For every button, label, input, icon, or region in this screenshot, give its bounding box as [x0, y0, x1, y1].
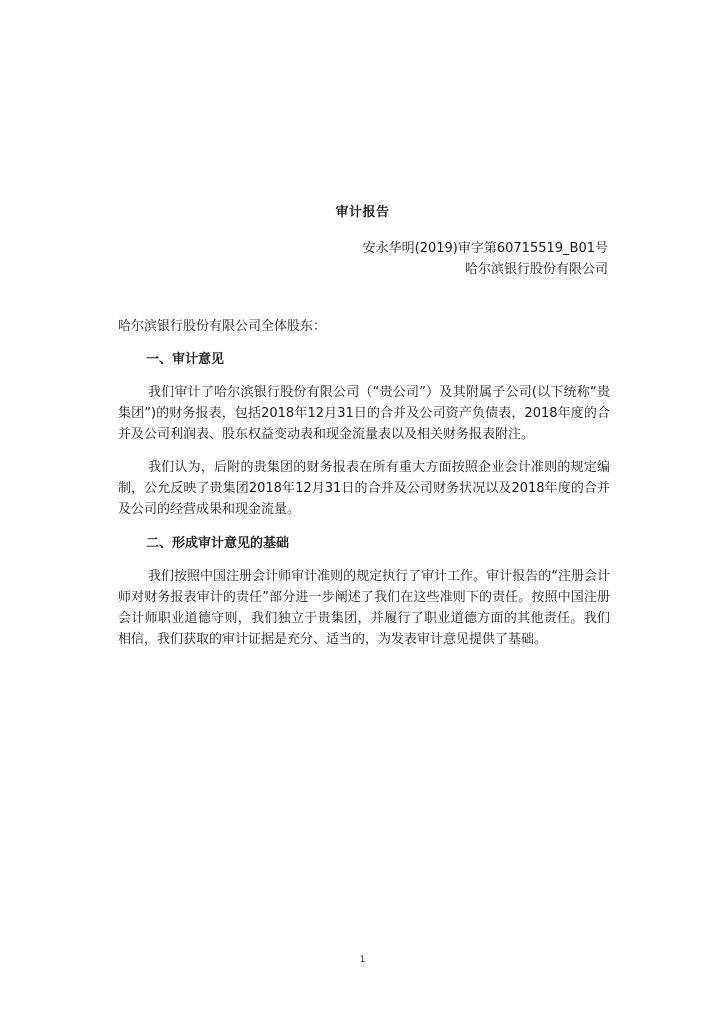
- section-heading-basis: 二、形成审计意见的基础: [146, 536, 290, 551]
- opinion-paragraph-1: 我们审计了哈尔滨银行股份有限公司（“贵公司”）及其附属子公司(以下统称“贵集团”)的财务报表，包括2018年12月31日的合并及公司资产负债表，2018年度的合并及公司利润表、股东权益变动表和现金流量表以及相关财务报表附注。: [118, 385, 610, 442]
- reference-number: 安永华明(2019)审字第60715519_B01号: [362, 241, 608, 256]
- section-heading-opinion: 一、审计意见: [146, 352, 225, 367]
- basis-paragraph: 我们按照中国注册会计师审计准则的规定执行了审计工作。审计报告的“注册会计师对财务报表审计的责任”部分进一步阐述了我们在这些准则下的责任。按照中国注册会计师职业道德守则，我们独立于贵集团，并履行了职业道德方面的其他责任。我们相信，我们获取的审计证据是充分、适当的，为发表审计意见提供了基础。: [118, 569, 610, 647]
- salutation: 哈尔滨银行股份有限公司全体股东：: [118, 319, 327, 334]
- report-title: 审计报告: [335, 205, 390, 220]
- entity-name: 哈尔滨银行股份有限公司: [464, 262, 608, 277]
- opinion-paragraph-2: 我们认为，后附的贵集团的财务报表在所有重大方面按照企业会计准则的规定编制，公允反映了贵集团2018年12月31日的合并及公司财务状况以及2018年度的合并及公司的经营成果和现金流量。: [118, 460, 610, 517]
- page-number: 1: [359, 955, 366, 965]
